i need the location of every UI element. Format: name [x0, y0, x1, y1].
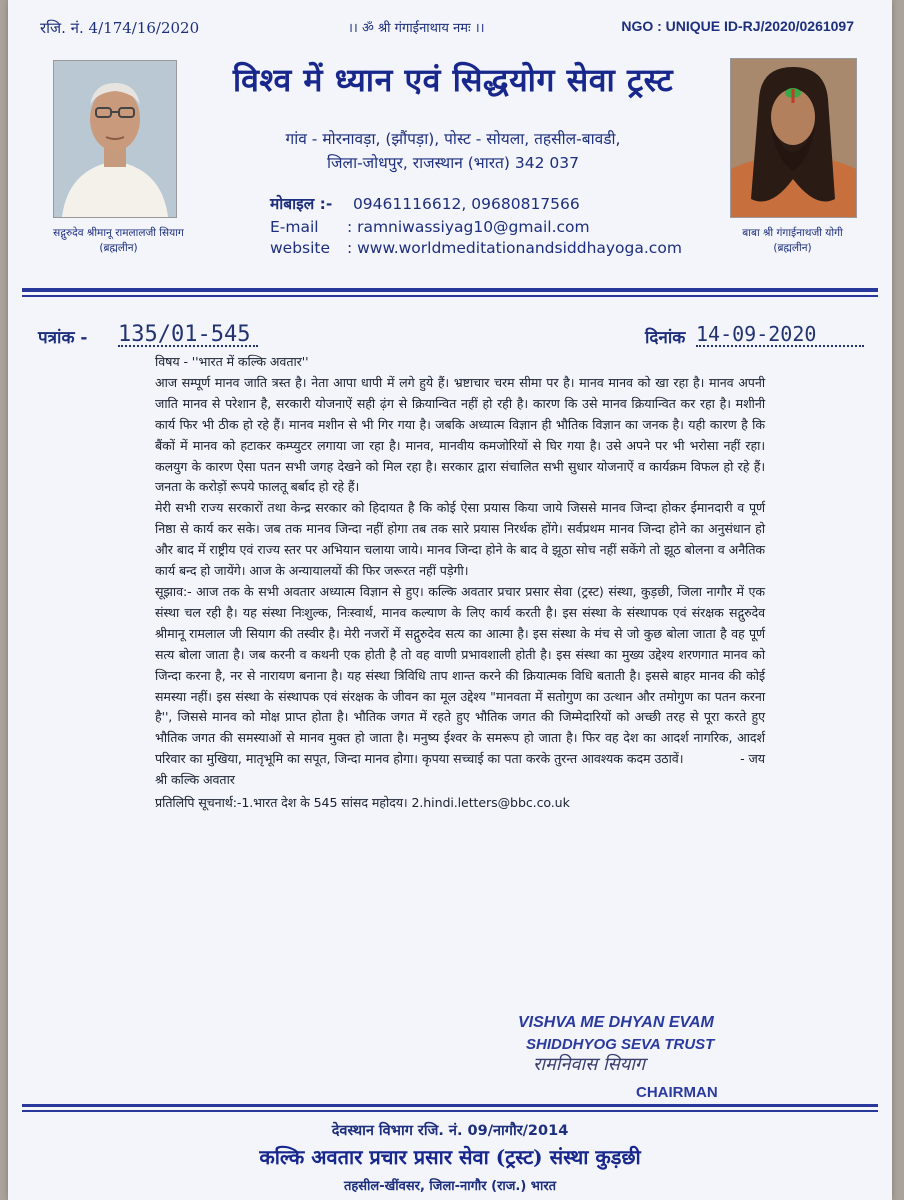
letter-body	[155, 352, 765, 814]
footer-organization-name: कल्कि अवतार प्रचार प्रसार सेवा (ट्रस्ट) संस्था कुड़छी	[259, 1145, 641, 1169]
portrait-right-caption: बाबा श्री गंगाईनाथजी योगी (ब्रह्मलीन)	[742, 227, 843, 254]
address-line-1: गांव - मोरनावड़ा, (झौंपड़ा), पोस्ट - सोयला, तहसील-बावडी,	[285, 130, 621, 148]
website-url: : www.worldmeditationandsiddhayoga.com	[346, 239, 682, 257]
mobile-numbers: 09461116612, 09680817566	[352, 195, 580, 213]
portrait-left-photo	[53, 60, 177, 218]
letter-paragraph: मेरी सभी राज्य सरकारों तथा केन्द्र सरकार को हिदायत है कि कोई ऐसा प्रयास किया जाये जिससे मानव जिन्दा होकर ईमानदारी व पूर्ण निष्ठा से कार्य कर सके। जब तक मानव जिन्दा नहीं होगा तब तक सारे प्रयास निरर्थक होंगे। सर्वप्रथम मानव जिन्दा होने का अनुसंधान हो और बाद में राष्ट्रीय एवं राज्य स्तर पर अभियान चलाया जाये। मानव जिन्दा होने के बाद वे झूठा सोच नहीं सकेंगे तो झूठ बोलना व अनैतिक कार्य बन्द हो जायेंगे। आज के अन्यायालयों की फिर जरूरत नहीं पड़ेगी।	[155, 500, 765, 579]
footer-registration: देवस्थान विभाग रजि. नं. 09/नागौर/2014	[331, 1123, 569, 1139]
mobile-label: मोबाइल :-	[270, 195, 333, 213]
top-line	[8, 18, 892, 42]
date-value: 14-09-2020	[696, 322, 817, 346]
letter-paragraph: सूझाव:- आज तक के सभी अवतार अध्यात्म विज्ञान से हुए। कल्कि अवतार प्रचार प्रसार सेवा (ट्रस्ट) संस्था, कुड़छी, जिला नागौर में एक संस्था चल रही है। यह संस्था निःशुल्क, निःस्वार्थ, मानव कल्याण के लिए कार्य करती है। इस संस्था के संस्थापक एवं संरक्षक सद्गुरुदेव श्रीमानू रामलाल जी सियाग की तस्वीर है। मेरी नजरों में सद्गुरुदेव सत्य का आत्मा है। इस संस्था के मंच से जो कुछ बोला जाता है वह पूर्ण सत्य बोला जाता है। जब करनी व कथनी एक होती है तो वह वाणी प्रभावशाली होती है। इस संस्था का मुख्य उद्देश्य शरणगात मानव को जिन्दा करना है, नर से नारायण बनाना है। यह संस्था त्रिविधि ताप शान्त करने की क्रियात्मक विधि बताती है। इससे बाहर मानव की कोई समस्या नहीं। इस संस्था के संस्थापक एवं संरक्षक के जीवन का मूल उद्देश्य "मानवता में सतोगुण का उत्थान और तमोगुण का पतन करना है'', जिससे मानव को मोक्ष प्राप्त होता है। भौतिक जगत में रहते हुए भौतिक जगत की जिम्मेदारियों को अच्छी तरह से पूरा करते हुए भौतिक जगत की समस्याओं से मानव मुक्त हो जाता है। मनुष्य ईश्वर के समरूप हो जाता है। फिर वह देश का आदर्श नागरिक, आदर्श परिवार का मुखिया, मातृभूमि का सपूत, जिन्दा मानव होगा। कृपया सच्चाई का पता करके तुरन्त आवश्यक कदम उठावें। - जय श्री कल्कि अवतार	[155, 583, 766, 788]
letterhead-sheet	[8, 0, 892, 1200]
letter-closing: - जय श्री कल्कि अवतार	[155, 751, 766, 788]
letter-subject: विषय - ''भारत में कल्कि अवतार''	[155, 354, 309, 369]
footer-divider-thick	[22, 1104, 878, 1107]
mobile-row	[270, 192, 580, 214]
stamp-title: CHAIRMAN	[636, 1084, 718, 1101]
handwritten-signature: रामनिवास सियाग	[533, 1054, 646, 1075]
portrait-left-caption: सद्गुरुदेव श्रीमानू रामलालजी सियाग (ब्रह्मलीन)	[53, 227, 184, 254]
organization-title: विश्व में ध्यान एवं सिद्धयोग सेवा ट्रस्ट	[232, 61, 674, 99]
footer-address: तहसील-खींवसर, जिला-नागौर (राज.) भारत	[343, 1179, 557, 1194]
website-row	[270, 239, 682, 257]
letter-paragraph: आज सम्पूर्ण मानव जाति त्रस्त है। नेता आपा धापी में लगे हुये हैं। भ्रष्टाचार चरम सीमा पर है। मानव मानव को खा रहा है। मानव अपनी जाति मानव से परेशान है, सरकारी योजनाऐं सही ढ़ंग से क्रियान्वित नहीं हो रही है। कारण कि उसे मानव क्रियान्वित कर रहा है। मशीनी कार्य फिर भी ठीक हो रहे हैं। मानव मशीन से भी गिर गया है। जबकि अध्यात्म विज्ञान ही भौतिक विज्ञान का जनक है। यही कारण है कि बैंकों में मानव को हटाकर कम्प्युटर लगाया जा रहा है। मानव, मानवीय कमजोरियों से घिर गया है। उसे अपने पर भी भरोसा नहीं रहा। कलयुग के कारण ऐसा पतन सभी जगह देखने को मिल रहा है। सरकार द्वारा संचालित सभी सुधार योजनाऐं व कार्यक्रम विफल हो रहे हैं। जनता के करोड़ों रूपये फालतू बर्बाद हो रहे हैं।	[155, 374, 765, 495]
footer-divider-thin	[22, 1110, 878, 1112]
date-label: दिनांक	[645, 328, 686, 348]
email-label: E-mail	[270, 218, 319, 236]
stamp-line-2: SHIDDHYOG SEVA TRUST	[526, 1036, 715, 1053]
stamp-line-1: VISHVA ME DHYAN EVAM	[518, 1014, 714, 1031]
header-divider-thin	[22, 295, 878, 297]
reference-dotted-line	[118, 345, 258, 347]
address-line-2: जिला-जोधपुर, राजस्थान (भारत) 342 037	[327, 154, 579, 172]
reference-number: 135/01-545	[118, 322, 251, 347]
email-row	[270, 218, 590, 236]
reference-label: पत्रांक -	[38, 328, 88, 348]
email-address: : ramniwassiyag10@gmail.com	[346, 218, 590, 236]
letter-copy-to: प्रतिलिपि सूचनार्थ:-1.भारत देश के 545 सांसद महोदय। 2.hindi.letters@bbc.co.uk	[155, 795, 570, 811]
ngo-unique-id: NGO : UNIQUE ID-RJ/2020/0261097	[621, 18, 854, 34]
header-divider-thick	[22, 288, 878, 292]
website-label: website	[270, 239, 331, 257]
date-dotted-line	[696, 345, 864, 347]
portrait-right-photo	[730, 58, 857, 218]
invocation: ।। ॐ श्री गंगाईनाथाय नमः ।।	[348, 21, 485, 36]
registration-number: रजि. नं. 4/174/16/2020	[40, 19, 200, 37]
